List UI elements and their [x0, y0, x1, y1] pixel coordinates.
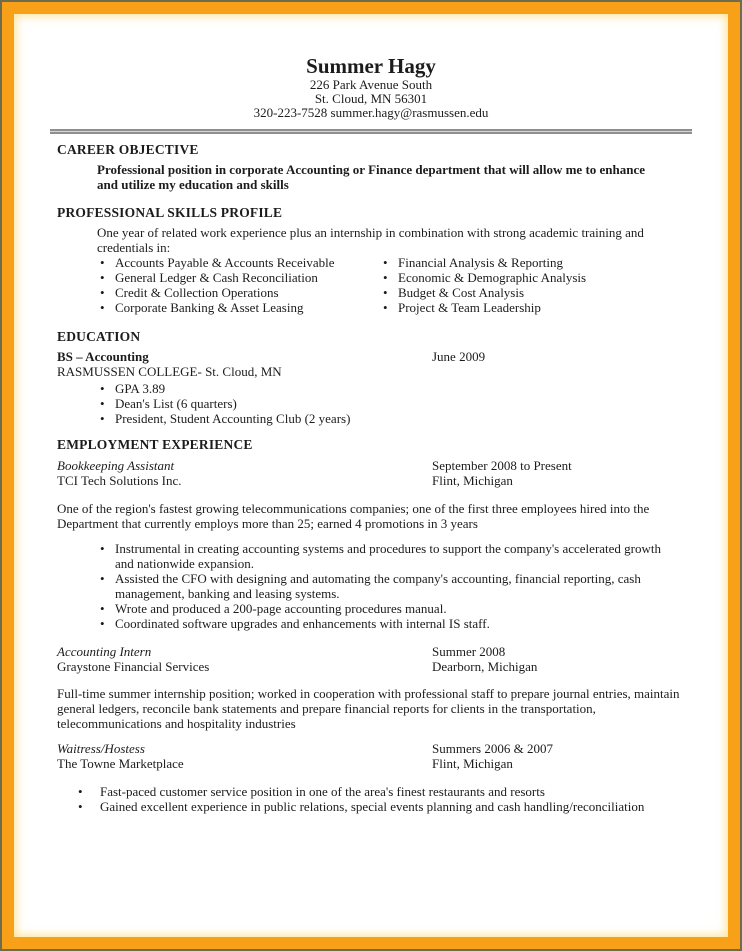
- job-entry-waitress-hostess: [50, 741, 692, 814]
- job-bullets: [100, 541, 680, 631]
- skill-item: • General Ledger & Cash Reconciliation: [100, 270, 383, 285]
- education-bullet: • GPA 3.89: [100, 381, 692, 396]
- company-name: TCI Tech Solutions Inc.: [57, 473, 182, 488]
- skill-item: • Financial Analysis & Reporting: [383, 255, 692, 270]
- section-education: [50, 329, 692, 426]
- resume-header: [50, 54, 692, 120]
- job-bullets: [78, 784, 678, 814]
- job-entry-accounting-intern: [50, 644, 692, 731]
- company-name: The Towne Marketplace: [57, 756, 184, 771]
- job-title-row: [57, 458, 692, 473]
- job-dates: September 2008 to Present: [432, 458, 572, 473]
- header-divider: [50, 129, 692, 134]
- job-company-row: [57, 756, 692, 771]
- section-employment: [50, 437, 692, 814]
- company-name: Graystone Financial Services: [57, 659, 210, 674]
- skill-item: • Economic & Demographic Analysis: [383, 270, 692, 285]
- job-title: Bookkeeping Assistant: [57, 458, 175, 473]
- address-line-1: 226 Park Avenue South: [309, 77, 433, 92]
- job-dates: Summers 2006 & 2007: [432, 741, 553, 756]
- job-bullet: • Assisted the CFO with designing and automating the company's accounting, financial reporting, cash management, banking and leasing systems.: [100, 571, 680, 601]
- job-bullet: • Gained excellent experience in public relations, special events planning and cash handling/reconciliation: [78, 799, 678, 814]
- resume-content: [14, 14, 728, 814]
- degree-name: BS – Accounting: [57, 349, 149, 364]
- graduation-date: June 2009: [432, 349, 486, 364]
- job-bullet: • Wrote and produced a 200-page accounting procedures manual.: [100, 601, 680, 616]
- phone-email-line: 320-223-7528 summer.hagy@rasmussen.edu: [253, 105, 489, 120]
- job-dates: Summer 2008: [432, 644, 506, 659]
- job-location: Flint, Michigan: [432, 473, 513, 488]
- job-title: Waitress/Hostess: [57, 741, 145, 756]
- job-summary: One of the region's fastest growing telecommunications companies; one of the first three employees hired into the Department that currently employs more than 25; earned 4 promotions in 3 years: [57, 501, 650, 531]
- school-name: RASMUSSEN COLLEGE- St. Cloud, MN: [57, 364, 282, 379]
- education-bullets: [100, 381, 692, 426]
- job-bullet: • Fast-paced customer service position in one of the area's finest restaurants and resorts: [78, 784, 678, 799]
- skills-profile-heading: PROFESSIONAL SKILLS PROFILE: [57, 205, 283, 220]
- skills-columns: [50, 255, 692, 315]
- employment-heading: EMPLOYMENT EXPERIENCE: [57, 437, 253, 452]
- candidate-name: Summer Hagy: [306, 54, 436, 78]
- job-location: Flint, Michigan: [432, 756, 513, 771]
- skill-item: • Accounts Payable & Accounts Receivable: [100, 255, 383, 270]
- job-entry-bookkeeping-assistant: [50, 458, 692, 631]
- address-line-2: St. Cloud, MN 56301: [314, 91, 428, 106]
- job-bullet: • Coordinated software upgrades and enhancements with internal IS staff.: [100, 616, 680, 631]
- skill-item: • Budget & Cost Analysis: [383, 285, 692, 300]
- skills-column-right: [383, 255, 692, 315]
- skill-item: • Credit & Collection Operations: [100, 285, 383, 300]
- education-bullet: • President, Student Accounting Club (2 years): [100, 411, 692, 426]
- skills-column-left: [100, 255, 383, 315]
- section-skills-profile: [50, 205, 692, 315]
- education-degree-row: [57, 349, 692, 364]
- section-career-objective: [50, 142, 692, 192]
- job-location: Dearborn, Michigan: [432, 659, 538, 674]
- job-title-row: [57, 644, 692, 659]
- career-objective-text: Professional position in corporate Accounting or Finance department that will allow me to enhance and utilize my education and skills: [97, 162, 646, 192]
- career-objective-heading: CAREER OBJECTIVE: [57, 142, 199, 157]
- job-bullet: • Instrumental in creating accounting systems and procedures to support the company's accelerated growth and nationwide expansion.: [100, 541, 680, 571]
- resume-sheet: [2, 2, 740, 949]
- education-heading: EDUCATION: [57, 329, 141, 344]
- job-company-row: [57, 659, 692, 674]
- job-company-row: [57, 473, 692, 488]
- skills-intro-text: One year of related work experience plus an internship in combination with strong academic training and credentials in:: [97, 225, 644, 255]
- job-title: Accounting Intern: [57, 644, 152, 659]
- job-title-row: [57, 741, 692, 756]
- skill-item: • Corporate Banking & Asset Leasing: [100, 300, 383, 315]
- education-bullet: • Dean's List (6 quarters): [100, 396, 692, 411]
- job-summary: Full-time summer internship position; worked in cooperation with professional staff to prepare journal entries, maintain general ledgers, reconcile bank statements and prepare financial reports for clients in the transportation, telecommunications and hospitality industries: [57, 686, 680, 731]
- skill-item: • Project & Team Leadership: [383, 300, 692, 315]
